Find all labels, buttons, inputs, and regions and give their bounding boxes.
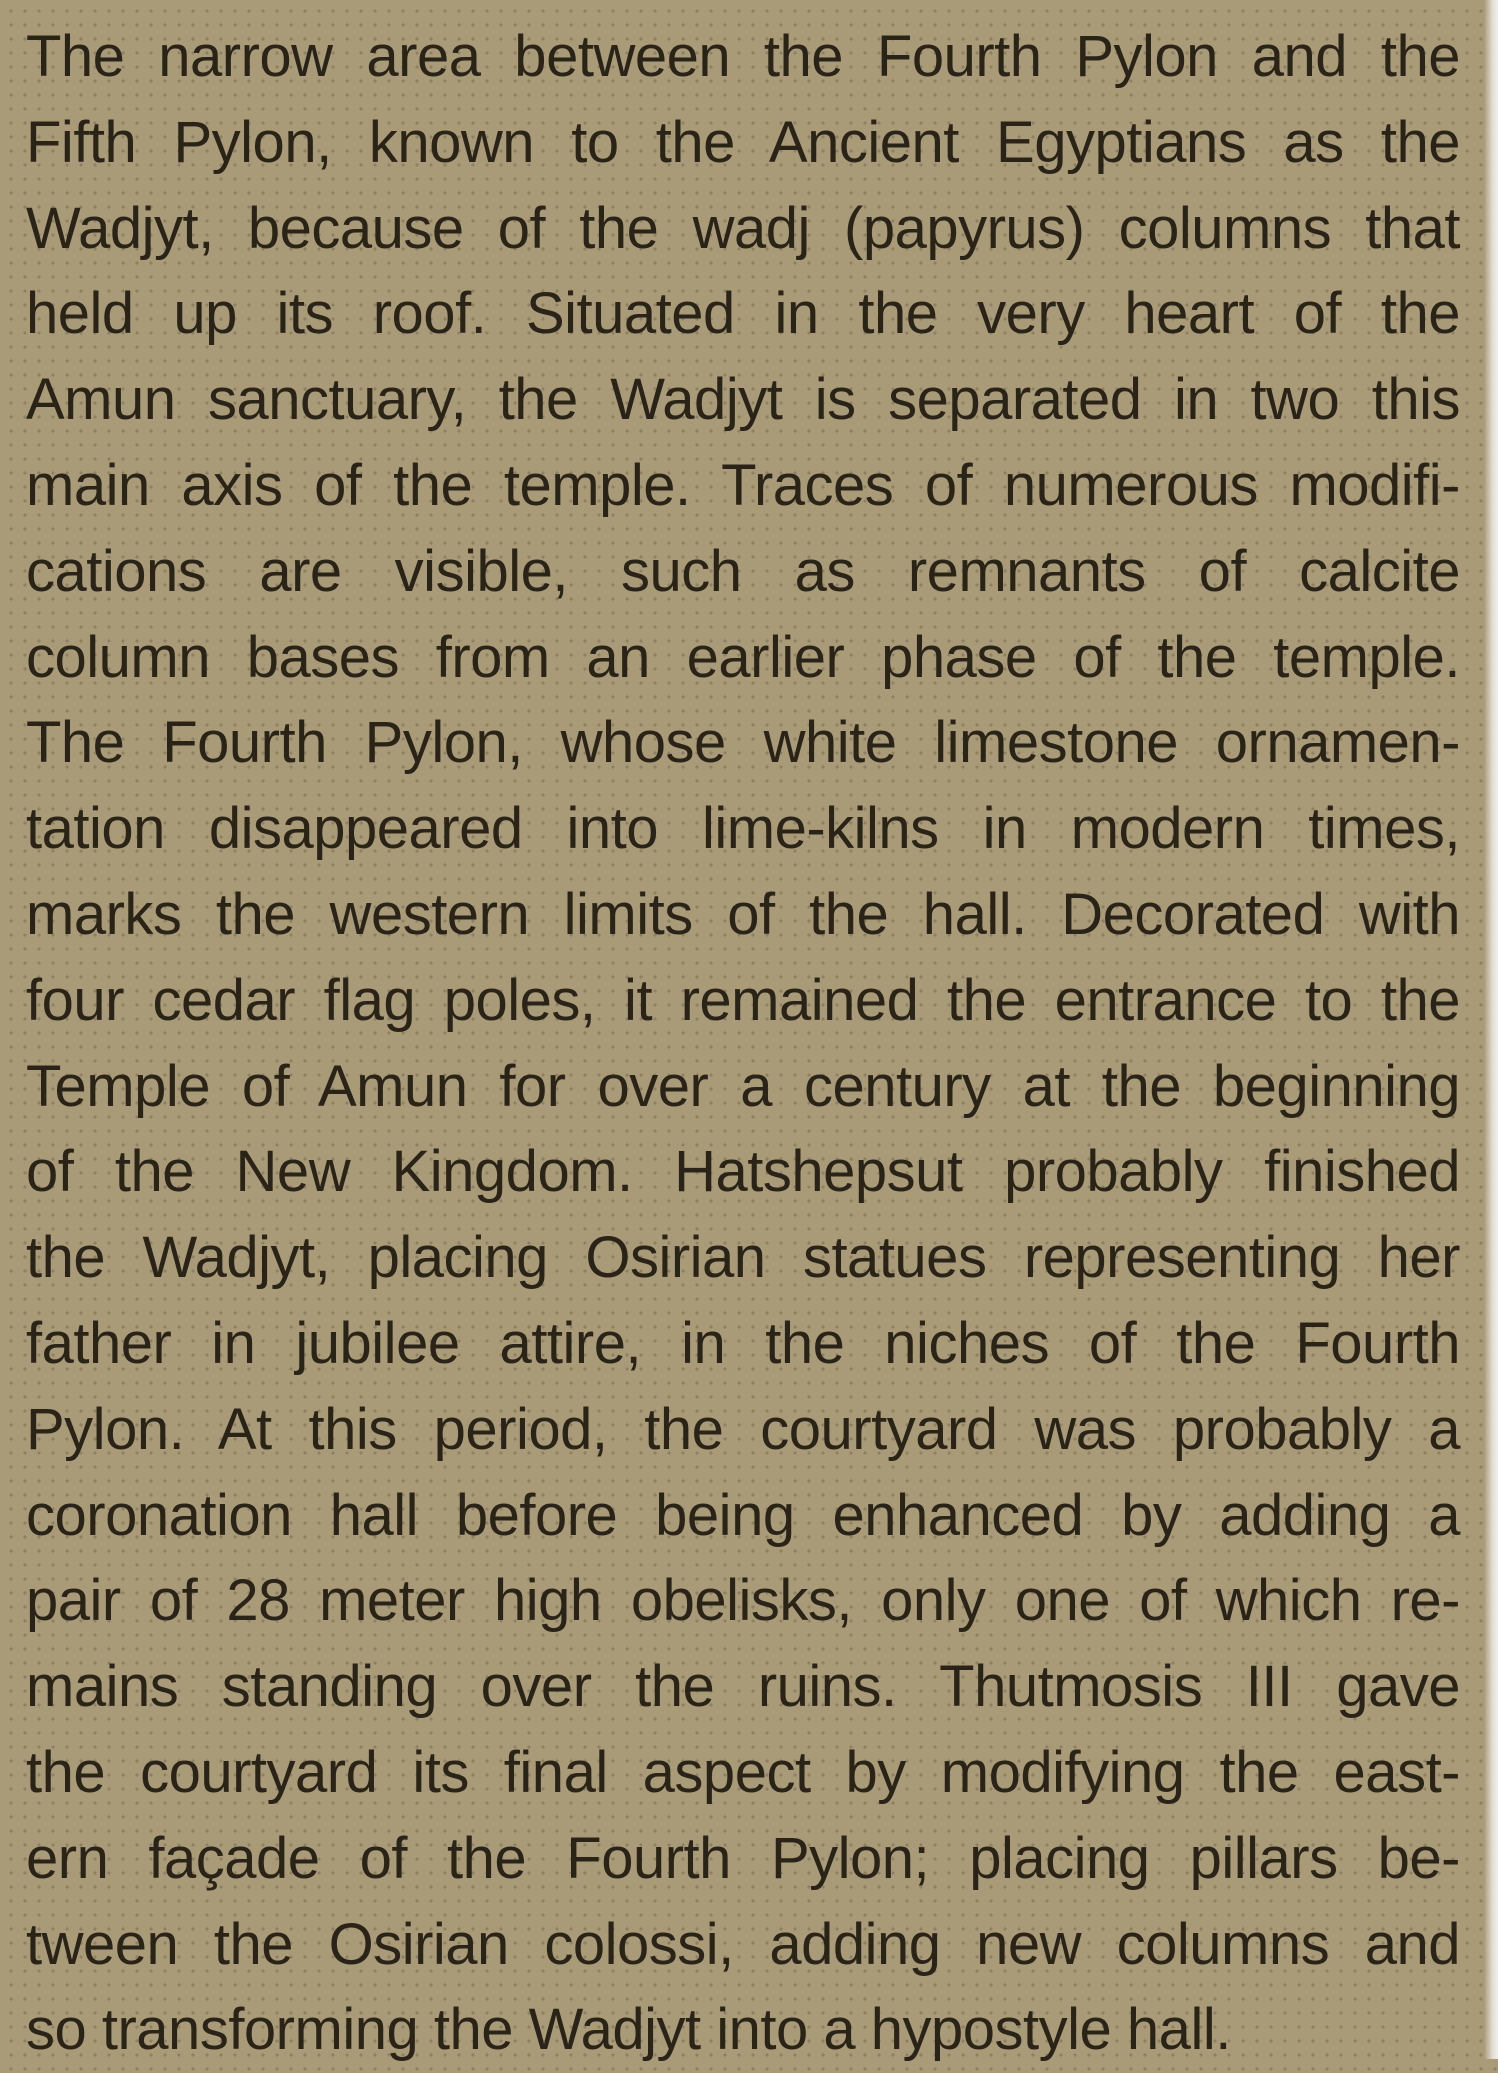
text-line-15: the Wadjyt, placing Osirian statues representing her — [26, 1225, 1460, 1291]
text-line-19: pair of 28 meter high obelisks, only one of which re- — [26, 1568, 1460, 1634]
text-line-3: Wadjyt, because of the wadj (papyrus) columns that — [26, 195, 1460, 261]
text-line-21: the courtyard its final aspect by modifying the east- — [26, 1739, 1460, 1805]
text-line-23: tween the Osirian colossi, adding new columns and — [26, 1911, 1460, 1977]
text-line-7: cations are visible, such as remnants of calcite — [26, 538, 1460, 604]
text-line-2: Fifth Pylon, known to the Ancient Egyptians as the — [26, 109, 1460, 175]
text-line-6: main axis of the temple. Traces of numerous modifi- — [26, 452, 1460, 518]
text-line-16: father in jubilee attire, in the niches of the Fourth — [26, 1310, 1460, 1376]
text-line-17: Pylon. At this period, the courtyard was probably a — [26, 1396, 1460, 1462]
text-line-9: The Fourth Pylon, whose white limestone ornamen- — [26, 710, 1460, 776]
text-line-12: four cedar flag poles, it remained the entrance to the — [26, 967, 1460, 1033]
text-line-5: Amun sanctuary, the Wadjyt is separated in two this — [26, 367, 1460, 433]
text-line-13: Temple of Amun for over a century at the beginning — [26, 1053, 1460, 1119]
text-line-20: mains standing over the ruins. Thutmosis III gave — [26, 1654, 1460, 1720]
panel-edge — [1484, 0, 1498, 2059]
text-line-11: marks the western limits of the hall. Decorated with — [26, 881, 1460, 947]
text-line-22: ern façade of the Fourth Pylon; placing pillars be- — [26, 1825, 1460, 1891]
text-line-8: column bases from an earlier phase of the temple. — [26, 624, 1460, 690]
text-line-10: tation disappeared into lime-kilns in modern times, — [26, 796, 1460, 862]
text-line-18: coronation hall before being enhanced by adding a — [26, 1482, 1460, 1548]
text-line-1: The narrow area between the Fourth Pylon and the — [26, 24, 1460, 89]
text-line-4: held up its roof. Situated in the very heart of the — [26, 281, 1460, 347]
text-line-24: so transforming the Wadjyt into a hypostyle hall. — [26, 1997, 1231, 2063]
text-line-14: of the New Kingdom. Hatshepsut probably finished — [26, 1139, 1460, 1205]
